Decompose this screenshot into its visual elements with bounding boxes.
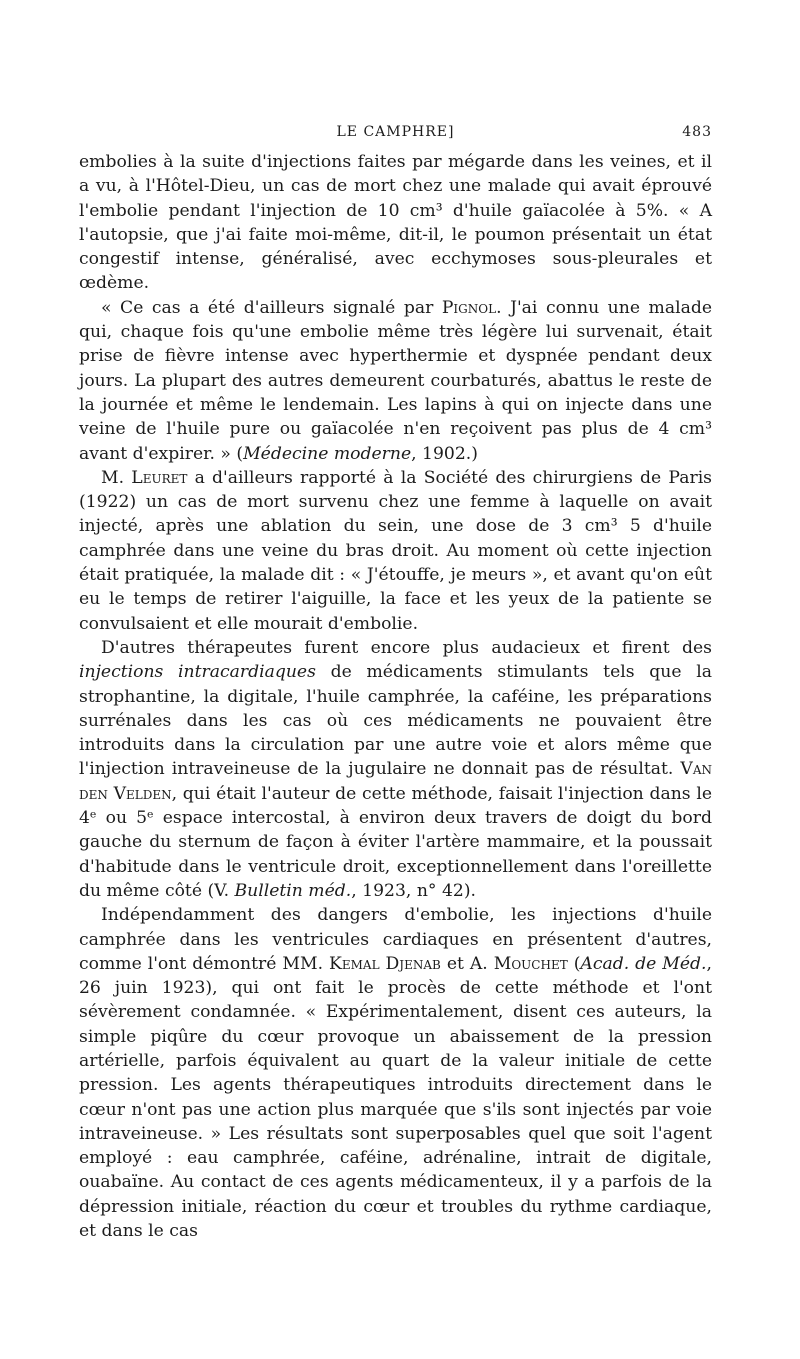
paragraph-1	[79, 150, 712, 296]
text-segment: , 26 juin 1923), qui ont fait le procès de cette méthode et l'ont sévèrement condamnée. « Expérimentalement, disent ces auteurs, la simple piqûre du cœur provoque un abaissement de la pression artérielle, parfois équivalent au quart de la valeur initiale de cette pression. Les agents thérapeutiques introduits directement dans le cœur n'ont pas une action plus marquée que s'ils sont injectés par voie intraveineuse. » Les résultats sont superposables quel que soit l'agent employé : eau camphrée, caféine, adrénaline, intrait de digitale, ouabaïne. Au contact de ces agents médicamenteux, il y a parfois de la dépression initiale, réaction du cœur et troubles du rythme cardiaque, et dans le cas	[79, 953, 712, 1242]
text-segment: , 1902.)	[411, 443, 478, 464]
text-segment: de médicaments stimulants tels que la strophantine, la digitale, l'huile camphrée, la caféine, les préparations surrénales dans les cas où ces médicaments ne pouvaient être introduits dans la circulation par une autre voie et alors même que l'injection intraveineuse de la jugulaire ne donnait pas de résultat.	[79, 662, 712, 780]
journal-title: Acad. de Méd.	[580, 953, 707, 974]
text-segment: (	[567, 953, 581, 974]
text-segment: , qui était l'auteur de cette méthode, faisait l'injection dans le 4ᵉ ou 5ᵉ espace intercostal, à environ deux travers de doigt du bord gauche du sternum de façon à éviter l'artère mammaire, et la poussait d'habitude dans le ventricule droit, exceptionnellement dans l'oreillette du même côté (V.	[79, 783, 712, 901]
running-head	[79, 124, 712, 150]
paragraph-2	[79, 296, 712, 466]
journal-title: Bulletin méd.	[234, 880, 352, 901]
text-segment: « Ce cas a été d'ailleurs signalé par	[101, 297, 442, 318]
paragraph-4	[79, 636, 712, 903]
paragraph-5	[79, 903, 712, 1243]
text-segment: , 1923, n° 42).	[351, 880, 477, 901]
text-segment: . J'ai connu une malade qui, chaque fois qu'une embolie même très légère lui survenait, était prise de fièvre intense avec hyperthermie et dyspnée pendant deux jours. La plupart des autres demeurent courbaturés, abattus le reste de la journée et même le lendemain. Les lapins à qui on injecte dans une veine de l'huile pure ou gaïacolée n'en reçoivent pas plus de 4 cm³ avant d'expirer. » (	[79, 297, 712, 464]
journal-title: Médecine moderne	[243, 443, 412, 464]
text-segment: Indépendamment des dangers d'embolie, les injections d'huile camphrée dans les ventricules cardiaques en présentent d'autres, comme l'ont démontré MM.	[79, 905, 712, 974]
text-segment: a d'ailleurs rapporté à la Société des chirurgiens de Paris (1922) un cas de mort survenu chez une femme à laquelle on avait injecté, après une ablation du sein, une dose de 3 cm³ 5 d'huile camphrée dans une veine du bras droit. Au moment où cette injection était pratiquée, la malade dit : « J'étouffe, je meurs », et avant qu'on eût eu le temps de retirer l'aiguille, la face et les yeux de la patiente se convulsaient et elle mourait d'embolie.	[79, 467, 713, 634]
text-segment: D'autres thérapeutes furent encore plus audacieux et firent des	[101, 637, 712, 658]
book-page	[79, 124, 712, 1243]
author-name-van-den-velden: Van den Velden	[79, 759, 712, 804]
author-name-leuret: Leuret	[131, 467, 188, 488]
page-number: 483	[682, 124, 712, 140]
emphasis-term: injections intracardiaques	[79, 662, 316, 683]
text-segment: M.	[101, 467, 132, 488]
body-text	[79, 150, 712, 1243]
text-segment: embolies à la suite d'injections faites par mégarde dans les veines, et il a vu, à l'Hôtel-Dieu, un cas de mort chez une malade qui avait éprouvé l'embolie pendant l'injection de 10 cm³ d'huile gaïacolée à 5%. « A l'autopsie, que j'ai faite moi-même, dit-il, le poumon présentait un état congestif intense, généralisé, avec ecchymoses sous-pleurales et œdème.	[79, 152, 712, 294]
paragraph-3	[79, 466, 712, 636]
running-title: LE CAMPHRE]	[336, 124, 455, 140]
author-name-kemal-djenab: Kemal Djenab	[329, 953, 441, 974]
author-name-pignol: Pignol	[441, 297, 497, 318]
author-name-mouchet: Mouchet	[493, 953, 568, 974]
text-segment: et A.	[440, 953, 494, 974]
